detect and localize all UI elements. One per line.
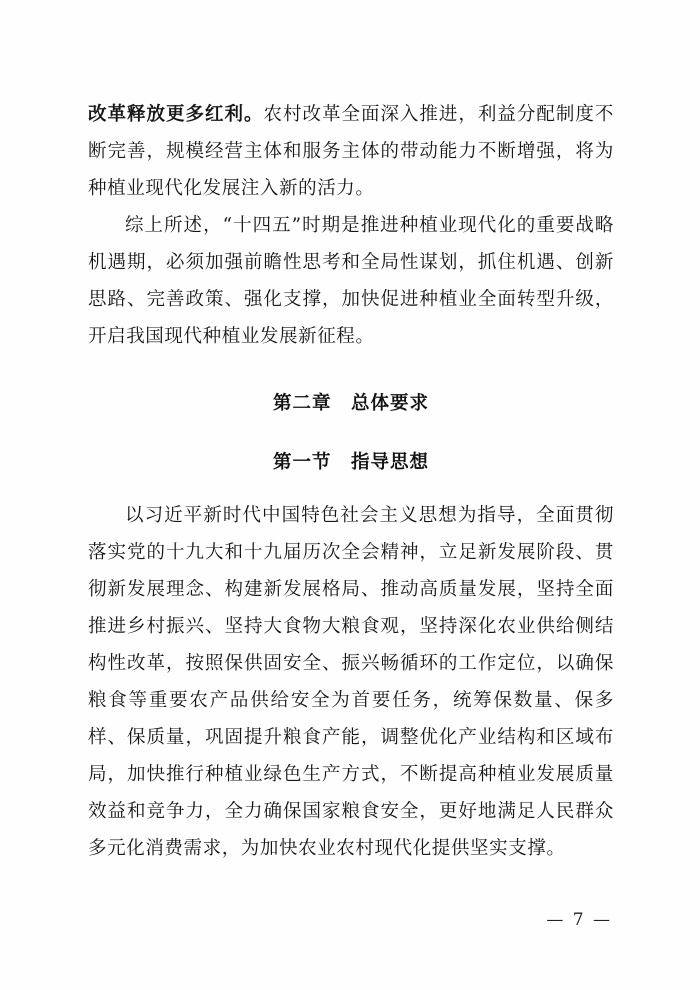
page-number: — 7 —: [546, 910, 612, 930]
paragraph-2: 综上所述，“十四五”时期是推进种植业现代化的重要战略机遇期，必须加强前瞻性思考和全局性谋划，抓住机遇、创新思路、完善政策、强化支撑，加快促进种植业全面转型升级，开启我国现代种植业发展新征程。: [88, 215, 614, 347]
paragraph-block-3: [88, 497, 614, 867]
paragraph-1-text: 农村改革全面深入推进，利益分配制度不断完善，规模经营主体和服务主体的带动能力不断增强，将为种植业现代化发展注入新的活力。: [88, 104, 614, 199]
paragraph-block-2: [88, 207, 614, 355]
chapter-title: 第二章 总体要求: [272, 393, 429, 414]
section-title: 第一节 指导思想: [272, 452, 429, 473]
paragraph-block-1: [88, 96, 614, 207]
paragraph-1: [88, 96, 614, 207]
paragraph-3: 以习近平新时代中国特色社会主义思想为指导，全面贯彻落实党的十九大和十九届历次全会精神，立足新发展阶段、贯彻新发展理念、构建新发展格局、推动高质量发展，坚持全面推进乡村振兴、坚持大食物大粮食观，坚持深化农业供给侧结构性改革，按照保供固安全、振兴畅循环的工作定位，以确保粮食等重要农产品供给安全为首要任务，统筹保数量、保多样、保质量，巩固提升粮食产能，调整优化产业结构和区域布局，加快推行种植业绿色生产方式，不断提高种植业发展质量效益和竞争力，全力确保国家粮食安全，更好地满足人民群众多元化消费需求，为加快农业农村现代化提供坚实支撑。: [88, 505, 614, 859]
paragraph-1-lead: 改革释放更多红利。: [88, 104, 264, 125]
page-content: [88, 96, 614, 867]
